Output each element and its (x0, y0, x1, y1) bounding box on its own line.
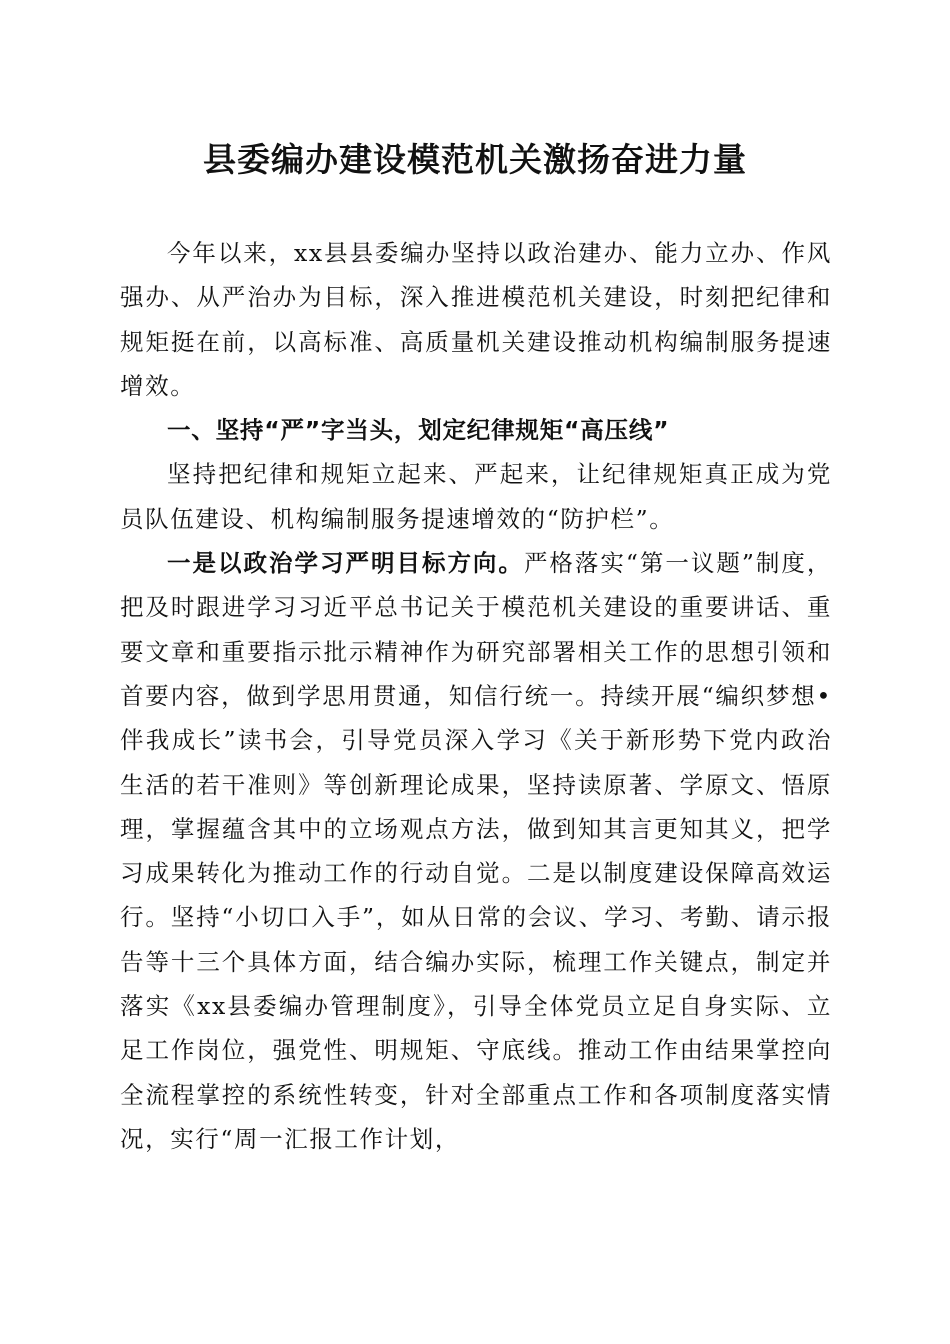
point1-lead: 一是以政治学习严明目标方向。 (167, 549, 524, 578)
point1-text: 严格落实“第一议题”制度，把及时跟进学习习近平总书记关于模范机关建设的重要讲话、重要文章和重要指示批示精神作为研究部署相关工作的思想引领和首要内容，做到学思用贯通，知信行统一。持续开展“编织梦想•伴我成长”读书会，引导党员深入学习《关于新形势下党内政治生活的若干准则》等创新理论成果，坚持读原著、学原文、悟原理，掌握蕴含其中的立场观点方法，做到知其言更知其义，把学习成果转化为推动工作的行动自觉。 (120, 549, 833, 888)
section-heading: 一、坚持“严”字当头，划定纪律规矩“高压线” (167, 416, 670, 445)
document-body (120, 231, 832, 1161)
document-title: 县委编办建设模范机关激扬奋进力量 (203, 140, 747, 179)
point2-lead: 二是以制度建设保障高效运行。 (120, 859, 832, 932)
intro-paragraph: 今年以来，xx县县委编办坚持以政治建办、能力立办、作风强办、从严治办为目标，深入推进模范机关建设，时刻把纪律和规矩挺在前，以高标准、高质量机关建设推动机构编制服务提速增效。 (120, 239, 832, 400)
point2-text: 坚持“小切口入手”，如从日常的会议、学习、考勤、请示报告等十三个具体方面，结合编办实际，梳理工作关键点，制定并落实《xx县委编办管理制度》，引导全体党员立足自身实际、立足工作岗位，强党性、明规矩、守底线。推动工作由结果掌控向全流程掌控的系统性转变，针对全部重点工作和各项制度落实情况，实行“周一汇报工作计划， (120, 903, 833, 1153)
section-summary-paragraph: 坚持把纪律和规矩立起来、严起来，让纪律规矩真正成为党员队伍建设、机构编制服务提速增效的“防护栏”。 (120, 460, 832, 533)
section-detail-paragraph (120, 541, 832, 1161)
